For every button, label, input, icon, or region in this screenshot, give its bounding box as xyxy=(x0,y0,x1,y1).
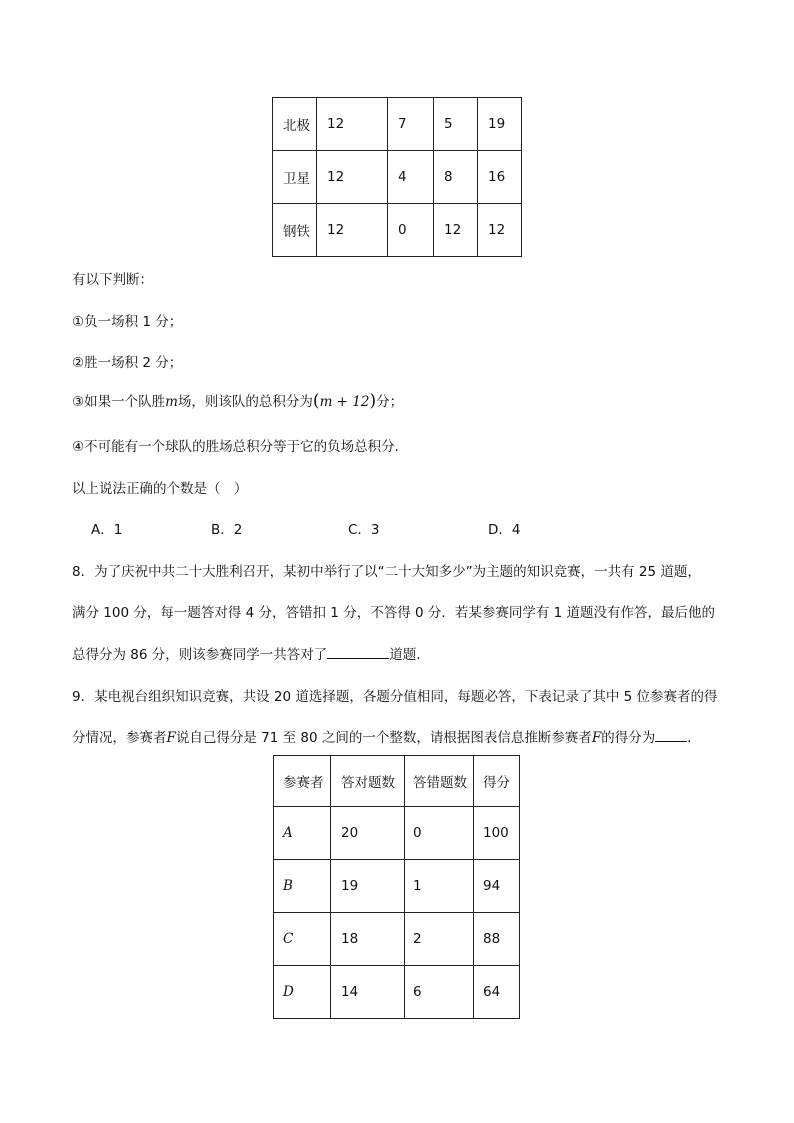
table-cell: C xyxy=(274,913,331,966)
option-c: C．3 xyxy=(348,522,380,538)
table-cell: 20 xyxy=(331,807,405,860)
q7-statement-3-text-a: ③如果一个队胜 xyxy=(72,394,166,410)
table-header-cell: 答对题数 xyxy=(331,756,405,807)
q7-intro: 有以下判断： xyxy=(72,272,153,288)
q9-line-2-text-d: ． xyxy=(687,730,701,746)
q9-line-2-text-b: 说自己得分是 71 至 80 之间的一个整数，请根据图表信息推断参赛者 xyxy=(175,730,592,746)
table-cell: 19 xyxy=(478,98,522,151)
var-f: F xyxy=(166,730,176,746)
table-cell: 16 xyxy=(478,151,522,204)
table-cell: 钢铁 xyxy=(273,204,317,257)
table-cell: 0 xyxy=(405,807,474,860)
table-cell: 6 xyxy=(405,966,474,1019)
table-row xyxy=(274,807,520,860)
table-cell: 94 xyxy=(474,860,520,913)
contestant-table xyxy=(273,755,520,1019)
score-expression: m + 12 xyxy=(319,394,370,410)
q8-line-3-text-b: 道题． xyxy=(389,647,430,663)
table-cell: 14 xyxy=(331,966,405,1019)
option-b: B．2 xyxy=(211,522,243,538)
answer-blank xyxy=(655,729,687,742)
table-row xyxy=(274,913,520,966)
table-header-cell: 答错题数 xyxy=(405,756,474,807)
q8-line-3-text-a: 总得分为 86 分，则该参赛同学一共答对了 xyxy=(72,647,328,663)
table-cell: 12 xyxy=(317,204,388,257)
q7-statement-3-text-c: 分； xyxy=(376,394,404,410)
table-row xyxy=(274,860,520,913)
table-cell: 1 xyxy=(405,860,474,913)
q9-line-2 xyxy=(72,726,701,746)
table-header-cell: 参赛者 xyxy=(274,756,331,807)
standings-table xyxy=(272,97,522,257)
table-header-cell: 得分 xyxy=(474,756,520,807)
table-cell: 0 xyxy=(388,204,434,257)
table-cell: 12 xyxy=(317,151,388,204)
var-f: F xyxy=(591,730,602,746)
q8-line-2: 满分 100 分，每一题答对得 4 分，答错扣 1 分，不答得 0 分．若某参赛同学有 1 道题没有作答，最后他的 xyxy=(72,605,716,621)
q7-statement-4: ④不可能有一个球队的胜场总积分等于它的负场总积分． xyxy=(72,439,409,455)
table-cell: 12 xyxy=(478,204,522,257)
table-cell: 19 xyxy=(331,860,405,913)
table-cell: 卫星 xyxy=(273,151,317,204)
table-cell: B xyxy=(274,860,331,913)
table-cell: 5 xyxy=(434,98,478,151)
table-row xyxy=(273,151,522,204)
q9-line-2-text-a: 分情况，参赛者 xyxy=(72,730,167,746)
table-cell: 100 xyxy=(474,807,520,860)
table-cell: A xyxy=(274,807,331,860)
table-cell: 8 xyxy=(434,151,478,204)
q8-line-1: 8．为了庆祝中共二十大胜利召开，某初中举行了以“二十大知多少”为主题的知识竞赛，一共有 25 道题， xyxy=(72,564,701,580)
var-m: m xyxy=(165,394,178,410)
q7-statement-3-text-b: 场，则该队的总积分为 xyxy=(177,394,313,410)
option-a: A．1 xyxy=(91,522,123,538)
table-row xyxy=(273,98,522,151)
table-cell: 64 xyxy=(474,966,520,1019)
table-cell: 4 xyxy=(388,151,434,204)
answer-blank xyxy=(327,646,389,659)
table-cell: 12 xyxy=(434,204,478,257)
q9-line-2-text-c: 的得分为 xyxy=(601,730,656,746)
q9-line-1: 9．某电视台组织知识竞赛，共设 20 道选择题，各题分值相同，每题必答，下表记录了其中 5 位参赛者的得 xyxy=(72,689,718,705)
table-header-row xyxy=(274,756,520,807)
table-cell: D xyxy=(274,966,331,1019)
table-cell: 北极 xyxy=(273,98,317,151)
table-cell: 88 xyxy=(474,913,520,966)
table-row xyxy=(273,204,522,257)
q8-line-3 xyxy=(72,643,430,663)
q7-question: 以上说法正确的个数是（ ） xyxy=(72,481,248,497)
table-cell: 12 xyxy=(317,98,388,151)
q7-statement-3: ③如果一个队胜m场，则该队的总积分为(m + 12)分； xyxy=(72,391,404,411)
table-cell: 18 xyxy=(331,913,405,966)
table-cell: 2 xyxy=(405,913,474,966)
table-row xyxy=(274,966,520,1019)
q7-statement-2: ②胜一场积 2 分； xyxy=(72,355,183,371)
q7-statement-1: ①负一场积 1 分； xyxy=(72,314,183,330)
option-d: D．4 xyxy=(488,522,521,538)
table-cell: 7 xyxy=(388,98,434,151)
